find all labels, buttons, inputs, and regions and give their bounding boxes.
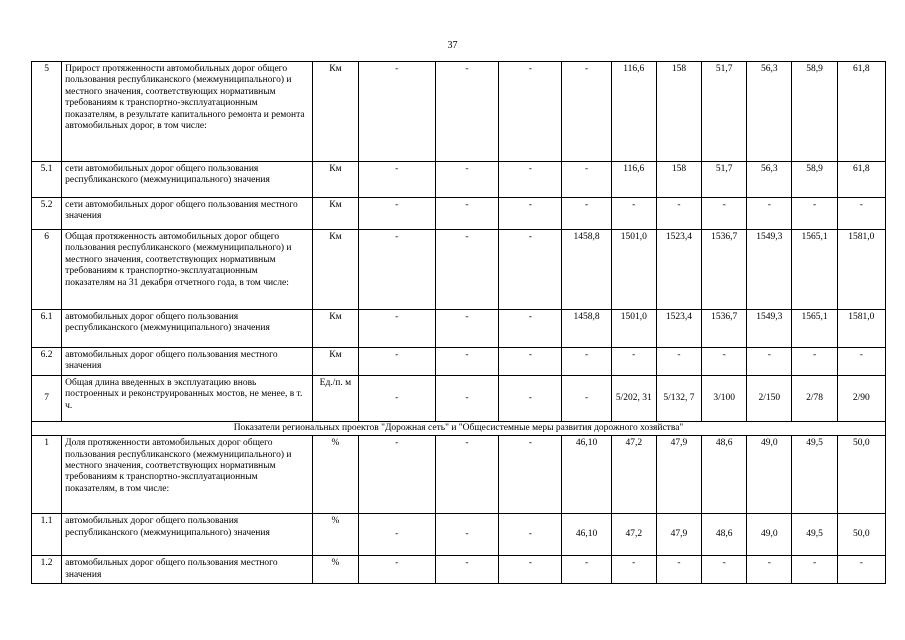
value-cell: 58,9	[792, 162, 837, 198]
unit-cell: Км	[313, 310, 358, 348]
value-cell: -	[499, 375, 562, 421]
value-cell: 158	[656, 162, 701, 198]
value-cell: 49,0	[747, 436, 792, 514]
value-cell: -	[611, 198, 656, 230]
value-cell: 56,3	[747, 62, 792, 162]
value-cell: -	[435, 162, 498, 198]
value-cell: -	[358, 348, 435, 376]
value-cell: 1536,7	[702, 310, 747, 348]
value-cell: -	[435, 310, 498, 348]
value-cell: 48,6	[702, 436, 747, 514]
value-cell: 61,8	[837, 62, 885, 162]
indicator-name: автомобильных дорог общего пользования местного значения	[62, 348, 313, 376]
value-cell: -	[747, 556, 792, 584]
value-cell: -	[435, 436, 498, 514]
value-cell: -	[656, 556, 701, 584]
value-cell: -	[358, 514, 435, 556]
indicator-name: Общая протяженность автомобильных дорог общего пользования республиканского (межмуниципального) и местного значения, соответствующих нормативным требованиям к транспортно-эксплуатационным показателям на 31 декабря отчетного года, в том числе:	[62, 230, 313, 310]
unit-cell: %	[313, 436, 358, 514]
row-number: 6	[32, 230, 62, 310]
value-cell: -	[358, 62, 435, 162]
value-cell: 1549,3	[747, 230, 792, 310]
table-row	[32, 375, 886, 421]
unit-cell: Км	[313, 348, 358, 376]
value-cell: -	[499, 514, 562, 556]
table-row	[32, 198, 886, 230]
value-cell: 2/90	[837, 375, 885, 421]
row-number: 5.2	[32, 198, 62, 230]
value-cell: 158	[656, 62, 701, 162]
value-cell: 116,6	[611, 62, 656, 162]
value-cell: -	[499, 230, 562, 310]
value-cell: -	[562, 62, 611, 162]
indicator-name: сети автомобильных дорог общего пользования местного значения	[62, 198, 313, 230]
unit-cell: %	[313, 514, 358, 556]
row-number: 1.1	[32, 514, 62, 556]
unit-cell: %	[313, 556, 358, 584]
value-cell: 1549,3	[747, 310, 792, 348]
value-cell: -	[435, 348, 498, 376]
value-cell: -	[702, 556, 747, 584]
value-cell: 51,7	[702, 162, 747, 198]
row-number: 7	[32, 375, 62, 421]
value-cell: 5/202, 31	[611, 375, 656, 421]
value-cell: -	[499, 348, 562, 376]
value-cell: -	[435, 230, 498, 310]
value-cell: -	[792, 348, 837, 376]
value-cell: 1565,1	[792, 310, 837, 348]
value-cell: -	[562, 162, 611, 198]
value-cell: -	[611, 348, 656, 376]
value-cell: -	[358, 162, 435, 198]
indicators-table	[31, 61, 886, 584]
value-cell: -	[792, 556, 837, 584]
value-cell: -	[435, 514, 498, 556]
value-cell: -	[435, 375, 498, 421]
value-cell: 1523,4	[656, 310, 701, 348]
section-title: Показатели региональных проектов "Дорожная сеть" и "Общесистемные меры развития дорожного хозяйства"	[32, 421, 886, 435]
value-cell: 47,9	[656, 436, 701, 514]
indicator-name: автомобильных дорог общего пользования республиканского (межмуниципального) значения	[62, 514, 313, 556]
value-cell: -	[499, 198, 562, 230]
table-row	[32, 62, 886, 162]
value-cell: -	[358, 556, 435, 584]
unit-cell: Ед./п. м	[313, 375, 358, 421]
value-cell: -	[656, 348, 701, 376]
value-cell: 2/78	[792, 375, 837, 421]
value-cell: -	[562, 348, 611, 376]
value-cell: -	[702, 198, 747, 230]
table-row	[32, 162, 886, 198]
table-row	[32, 348, 886, 376]
value-cell: 47,9	[656, 514, 701, 556]
table-row	[32, 310, 886, 348]
value-cell: 2/150	[747, 375, 792, 421]
row-number: 6.2	[32, 348, 62, 376]
value-cell: 1536,7	[702, 230, 747, 310]
value-cell: 1581,0	[837, 310, 885, 348]
value-cell: -	[611, 556, 656, 584]
value-cell: -	[656, 198, 701, 230]
value-cell: -	[702, 348, 747, 376]
value-cell: 1501,0	[611, 230, 656, 310]
row-number: 5.1	[32, 162, 62, 198]
value-cell: -	[562, 375, 611, 421]
value-cell: -	[837, 556, 885, 584]
section-row	[32, 421, 886, 435]
value-cell: 48,6	[702, 514, 747, 556]
row-number: 1.2	[32, 556, 62, 584]
table-row	[32, 436, 886, 514]
indicator-name: Прирост протяженности автомобильных дорог общего пользования республиканского (межмуниципального) и местного значения, соответствующих нормативным требованиям к транспортно-эксплуатационным показателям, в результате капитального ремонта и ремонта автомобильных дорог, в том числе:	[62, 62, 313, 162]
value-cell: 1458,8	[562, 230, 611, 310]
value-cell: 47,2	[611, 436, 656, 514]
unit-cell: Км	[313, 198, 358, 230]
value-cell: 1565,1	[792, 230, 837, 310]
value-cell: -	[435, 198, 498, 230]
value-cell: 49,5	[792, 514, 837, 556]
value-cell: -	[358, 230, 435, 310]
value-cell: -	[499, 162, 562, 198]
value-cell: 51,7	[702, 62, 747, 162]
value-cell: -	[499, 556, 562, 584]
value-cell: -	[358, 375, 435, 421]
value-cell: -	[792, 198, 837, 230]
table-row	[32, 556, 886, 584]
value-cell: -	[358, 198, 435, 230]
value-cell: -	[499, 436, 562, 514]
value-cell: 49,5	[792, 436, 837, 514]
value-cell: 56,3	[747, 162, 792, 198]
unit-cell: Км	[313, 62, 358, 162]
indicator-name: Доля протяженности автомобильных дорог общего пользования республиканского (межмуниципального) и местного значения, соответствующих нормативным требованиям к транспортно-эксплуатационным показателям, в том числе:	[62, 436, 313, 514]
value-cell: -	[499, 310, 562, 348]
value-cell: -	[562, 556, 611, 584]
value-cell: 1581,0	[837, 230, 885, 310]
value-cell: 47,2	[611, 514, 656, 556]
value-cell: -	[358, 436, 435, 514]
table-row	[32, 230, 886, 310]
value-cell: 5/132, 7	[656, 375, 701, 421]
indicator-name: Общая длина введенных в эксплуатацию вновь построенных и реконструированных мостов, не менее, в т. ч.	[62, 375, 313, 421]
value-cell: 49,0	[747, 514, 792, 556]
value-cell: 58,9	[792, 62, 837, 162]
value-cell: 1523,4	[656, 230, 701, 310]
value-cell: 50,0	[837, 514, 885, 556]
page-number: 37	[447, 40, 458, 51]
value-cell: 50,0	[837, 436, 885, 514]
value-cell: -	[435, 62, 498, 162]
value-cell: -	[435, 556, 498, 584]
value-cell: -	[747, 348, 792, 376]
value-cell: -	[562, 198, 611, 230]
row-number: 6.1	[32, 310, 62, 348]
indicator-name: автомобильных дорог общего пользования местного значения	[62, 556, 313, 584]
value-cell: 46,10	[562, 436, 611, 514]
value-cell: -	[837, 348, 885, 376]
value-cell: -	[837, 198, 885, 230]
value-cell: 3/100	[702, 375, 747, 421]
value-cell: 1458,8	[562, 310, 611, 348]
value-cell: -	[499, 62, 562, 162]
value-cell: -	[358, 310, 435, 348]
value-cell: -	[747, 198, 792, 230]
value-cell: 46,10	[562, 514, 611, 556]
value-cell: 1501,0	[611, 310, 656, 348]
unit-cell: Км	[313, 230, 358, 310]
row-number: 1	[32, 436, 62, 514]
table-row	[32, 514, 886, 556]
indicator-name: сети автомобильных дорог общего пользования республиканского (межмуниципального) значения	[62, 162, 313, 198]
value-cell: 116,6	[611, 162, 656, 198]
value-cell: 61,8	[837, 162, 885, 198]
indicator-name: автомобильных дорог общего пользования республиканского (межмуниципального) значения	[62, 310, 313, 348]
unit-cell: Км	[313, 162, 358, 198]
row-number: 5	[32, 62, 62, 162]
